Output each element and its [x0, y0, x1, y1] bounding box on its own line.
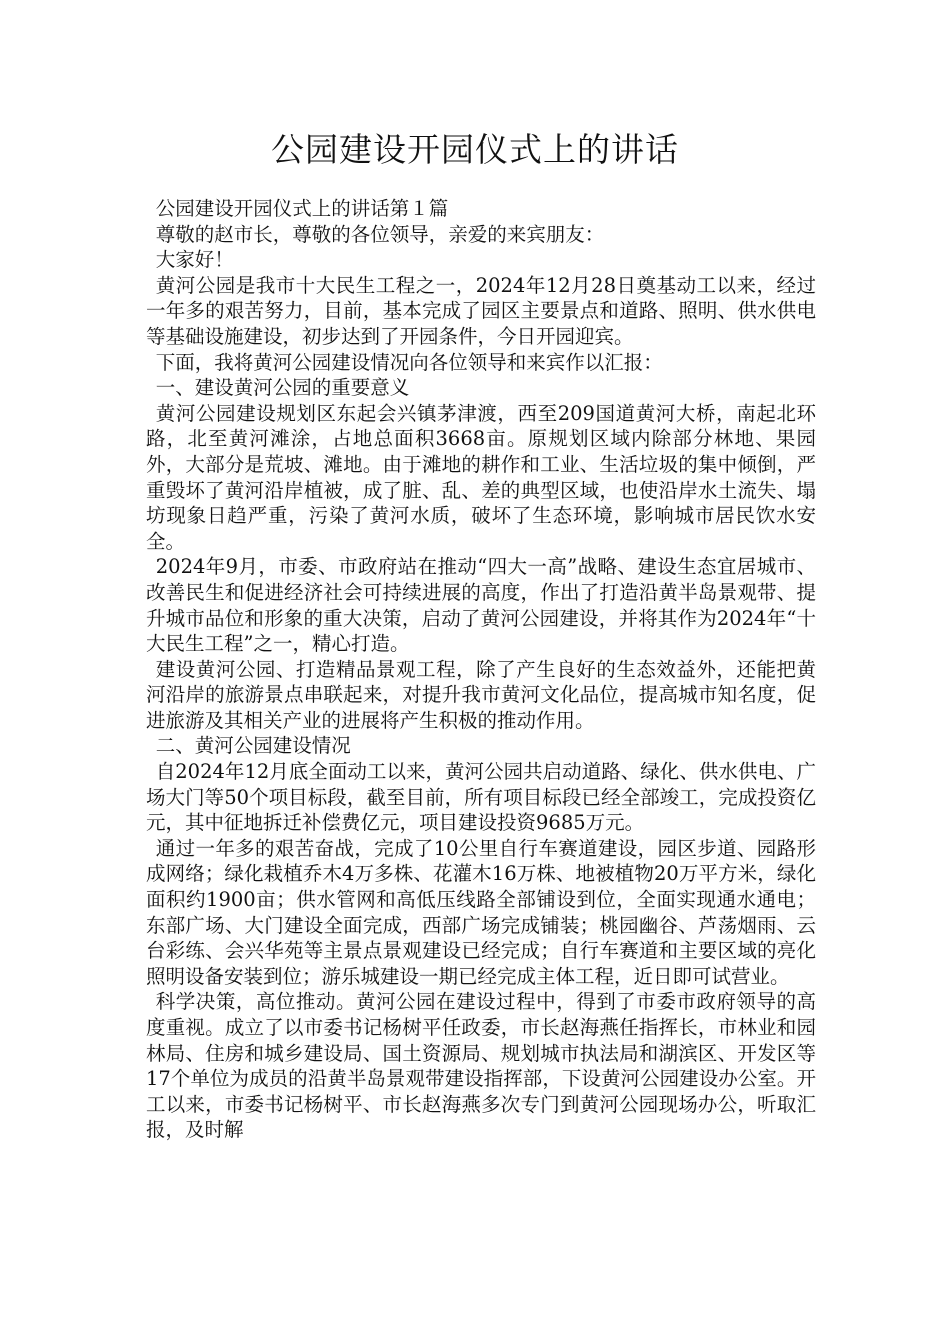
paragraph: 建设黄河公园、打造精品景观工程，除了产生良好的生态效益外，还能把黄河沿岸的旅游景点串联起来，对提升我市黄河文化品位，提高城市知名度，促进旅游及其相关产业的进展将产生积极的推动作用。: [146, 657, 816, 732]
paragraph: 通过一年多的艰苦奋战，完成了10公里自行车赛道建设，园区步道、园路形成网络；绿化栽植乔木4万多株、花灌木16万株、地被植物20万平方米，绿化面积约1900亩；供水管网和高低压线路全部铺设到位，全面实现通水通电；东部广场、大门建设全面完成，西部广场完成铺装；桃园幽谷、芦荡烟雨、云台彩练、会兴华苑等主景点景观建设已经完成；自行车赛道和主要区域的亮化照明设备安装到位；游乐城建设一期已经完成主体工程，近日即可试营业。: [146, 836, 816, 988]
document-body: [146, 196, 816, 1143]
paragraph: 自2024年12月底全面动工以来，黄河公园共启动道路、绿化、供水供电、广场大门等50个项目标段，截至目前，所有项目标段已经全部竣工，完成投资亿元，其中征地拆迁补偿费亿元，项目建设投资9685万元。: [146, 760, 816, 835]
section-heading: 二、黄河公园建设情况: [155, 734, 351, 758]
document-title: 公园建设开园仪式上的讲话: [271, 130, 679, 169]
paragraph: 2024年9月，市委、市政府站在推动“四大一高”战略、建设生态宜居城市、改善民生和促进经济社会可持续进展的高度，作出了打造沿黄半岛景观带、提升城市品位和形象的重大决策，启动了黄河公园建设，并将其作为2024年“十大民生工程”之一，精心打造。: [146, 555, 816, 656]
paragraph-heading: 公园建设开园仪式上的讲话第１篇: [155, 197, 449, 220]
paragraph: 科学决策，高位推动。黄河公园在建设过程中，得到了市委市政府领导的高度重视。成立了以市委书记杨树平任政委，市长赵海燕任指挥长，市林业和园林局、住房和城乡建设局、国土资源局、规划城市执法局和湖滨区、开发区等17个单位为成员的沿黄半岛景观带建设指挥部，下设黄河公园建设办公室。开工以来，市委书记杨树平、市长赵海燕多次专门到黄河公园现场办公，听取汇报，及时解: [146, 990, 816, 1142]
paragraph-salutation: 尊敬的赵市长，尊敬的各位领导，亲爱的来宾朋友：: [155, 222, 605, 246]
paragraph: 黄河公园是我市十大民生工程之一，2024年12月28日奠基动工以来，经过一年多的艰苦努力，目前，基本完成了园区主要景点和道路、照明、供水供电等基础设施建设，初步达到了开园条件，今日开园迎宾。: [146, 273, 816, 348]
paragraph-greeting: 大家好！: [155, 248, 234, 272]
paragraph: 下面，我将黄河公园建设情况向各位领导和来宾作以汇报：: [155, 350, 663, 374]
section-heading: 一、建设黄河公园的重要意义: [155, 376, 410, 400]
paragraph: 黄河公园建设规划区东起会兴镇茅津渡，西至209国道黄河大桥，南起北环路，北至黄河滩涂，占地总面积3668亩。原规划区域内除部分林地、果园外，大部分是荒坡、滩地。由于滩地的耕作和工业、生活垃圾的集中倾倒，严重毁坏了黄河沿岸植被，成了脏、乱、差的典型区域，也使沿岸水土流失、塌坊现象日趋严重，污染了黄河水质，破坏了生态环境，影响城市居民饮水安全。: [146, 401, 816, 553]
